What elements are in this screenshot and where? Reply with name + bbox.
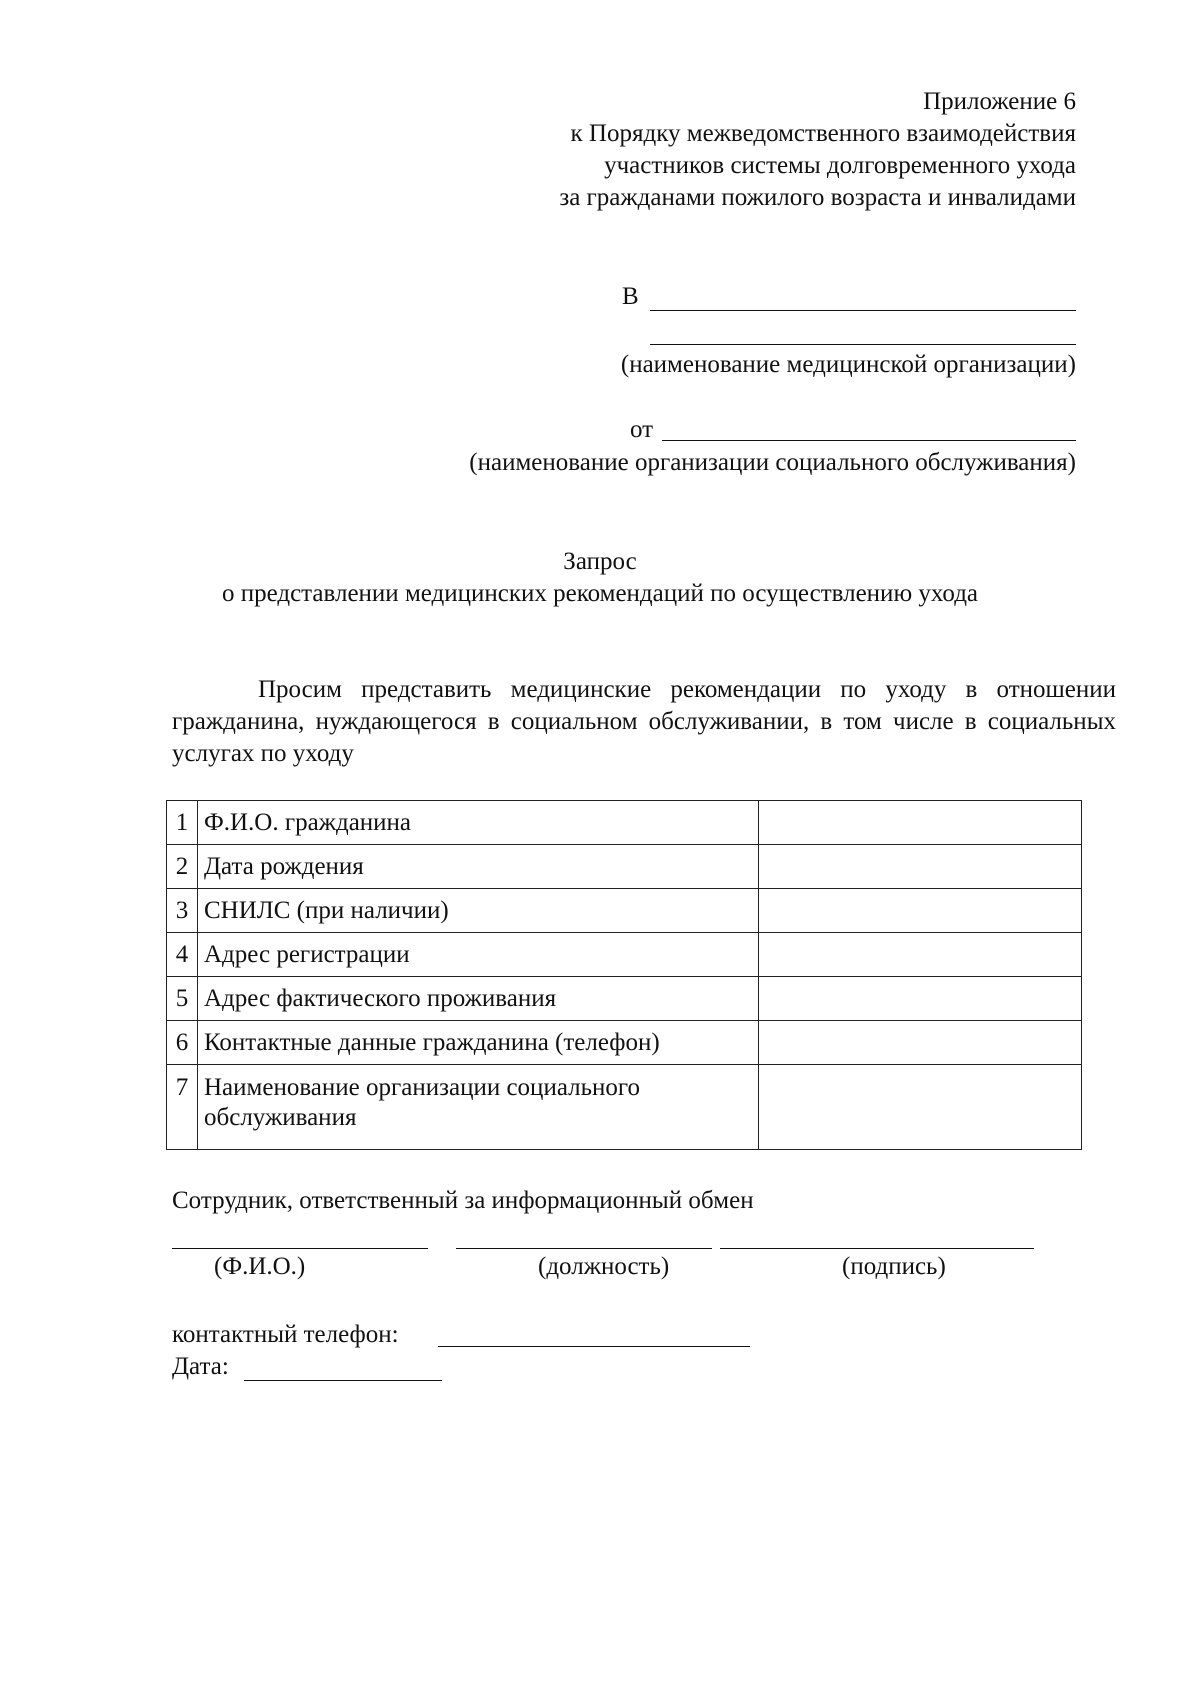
- from-field-line[interactable]: [662, 440, 1076, 441]
- row-number: 5: [167, 977, 198, 1021]
- row-label: Наименование организации социального обслуживания: [198, 1065, 759, 1150]
- row-number: 1: [167, 801, 198, 845]
- table-row: [167, 1065, 1082, 1150]
- row-value-cell[interactable]: [759, 933, 1082, 977]
- request-text: Просим представить медицинские рекомендации по уходу в отношении гражданина, нуждающегося в социальном обслуживании, в том числе в социальных услугах по уходу: [172, 676, 1116, 767]
- to-field-line-2[interactable]: [650, 344, 1076, 345]
- to-caption: (наименование медицинской организации): [620, 351, 1076, 378]
- appendix-line-4: за гражданами пожилого возраста и инвалидами: [559, 184, 1076, 211]
- fio-line[interactable]: [172, 1248, 428, 1249]
- row-label: Контактные данные гражданина (телефон): [198, 1021, 759, 1065]
- row-number: 7: [167, 1065, 198, 1150]
- from-prefix: от: [630, 416, 654, 443]
- phone-label: контактный телефон:: [172, 1321, 399, 1348]
- table-row: [167, 1021, 1082, 1065]
- appendix-line-3: участников системы долговременного ухода: [604, 152, 1076, 179]
- to-prefix: В: [622, 283, 639, 310]
- request-paragraph: [172, 674, 1116, 770]
- signature-line[interactable]: [720, 1248, 1034, 1249]
- row-number: 4: [167, 933, 198, 977]
- row-label: Дата рождения: [198, 845, 759, 889]
- table-row: [167, 889, 1082, 933]
- row-number: 2: [167, 845, 198, 889]
- row-value-cell[interactable]: [759, 889, 1082, 933]
- date-field-line[interactable]: [244, 1380, 442, 1381]
- row-label: Адрес фактического проживания: [198, 977, 759, 1021]
- appendix-title: Приложение 6: [923, 88, 1076, 115]
- row-value-cell[interactable]: [759, 1065, 1082, 1150]
- row-label: Ф.И.О. гражданина: [198, 801, 759, 845]
- from-caption: (наименование организации социального обслуживания): [469, 449, 1076, 476]
- phone-field-line[interactable]: [438, 1346, 750, 1347]
- citizen-info-table: [166, 800, 1082, 1150]
- row-number: 6: [167, 1021, 198, 1065]
- table-row: [167, 977, 1082, 1021]
- appendix-header: [559, 86, 1076, 214]
- signature-caption: (подпись): [842, 1253, 946, 1280]
- row-value-cell[interactable]: [759, 977, 1082, 1021]
- table-row: [167, 933, 1082, 977]
- position-line[interactable]: [456, 1248, 712, 1249]
- row-number: 3: [167, 889, 198, 933]
- date-label: Дата:: [172, 1353, 229, 1380]
- row-label: Адрес регистрации: [198, 933, 759, 977]
- row-value-cell[interactable]: [759, 1021, 1082, 1065]
- responsible-employee-heading: Сотрудник, ответственный за информационный обмен: [172, 1187, 754, 1214]
- row-label: СНИЛС (при наличии): [198, 889, 759, 933]
- row-value-cell[interactable]: [759, 845, 1082, 889]
- position-caption: (должность): [538, 1253, 670, 1280]
- fio-caption: (Ф.И.О.): [214, 1253, 306, 1280]
- row-value-cell[interactable]: [759, 801, 1082, 845]
- appendix-line-2: к Порядку межведомственного взаимодействия: [570, 120, 1076, 147]
- document-title: Запрос: [563, 548, 637, 575]
- table-row: [167, 801, 1082, 845]
- to-field-line-1[interactable]: [650, 310, 1076, 311]
- table-row: [167, 845, 1082, 889]
- document-subtitle: о представлении медицинских рекомендаций по осуществлению ухода: [221, 580, 979, 607]
